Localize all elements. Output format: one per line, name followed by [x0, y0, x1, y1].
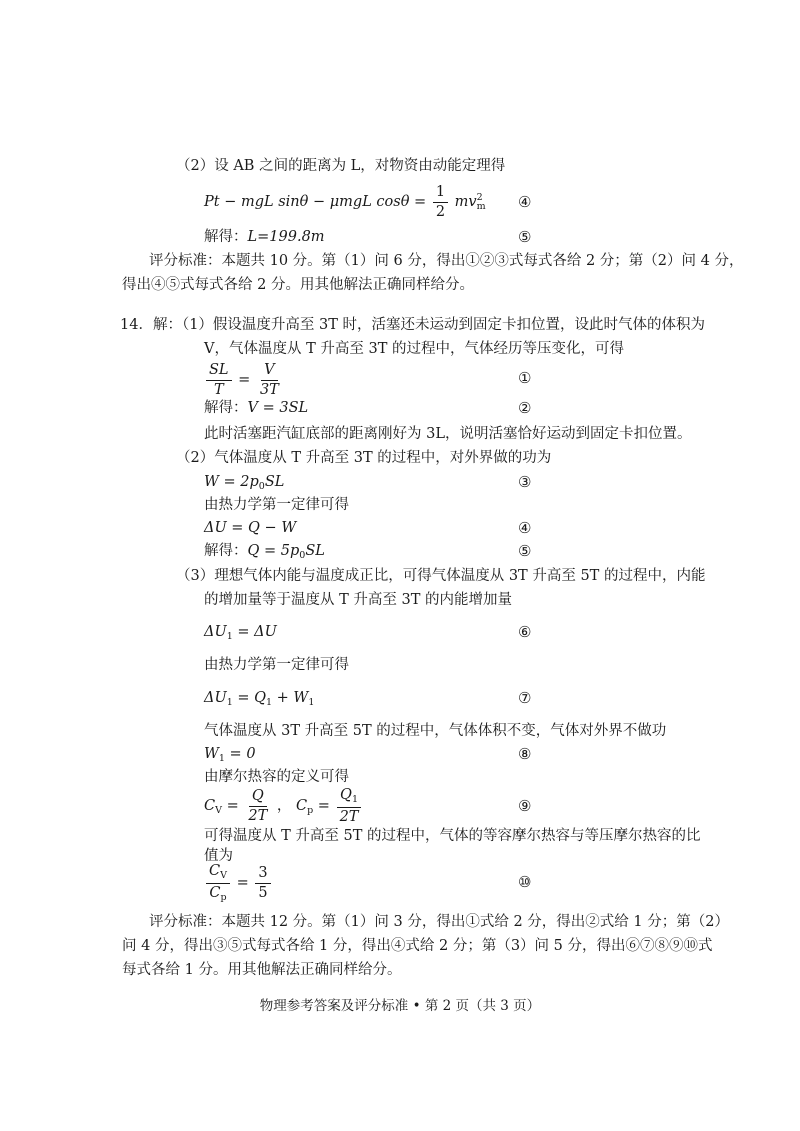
eq10-equals: = [236, 875, 249, 891]
eq7-a: ΔU [204, 690, 227, 706]
q14-equation-7 [204, 688, 314, 713]
q14-solution-5 [204, 541, 325, 566]
eq8-a: W [204, 746, 219, 762]
q13-grading-line1: 评分标准：本题共 10 分。第（1）问 6 分，得出①②③式每式各给 2 分；第（2）问 4 分， [149, 253, 744, 269]
eq9-cp: C [295, 798, 308, 814]
eq10-num-sub: V [220, 870, 227, 881]
q14-ratio-line1: 可得温度从 T 升高至 5T 的过程中，气体的等容摩尔热容与等压摩尔热容的比 [204, 828, 701, 844]
q14-equation-3 [204, 472, 284, 497]
eq9-cv-sub: V [215, 805, 222, 816]
q14-solution-2 [204, 398, 308, 418]
q14-equation-6 [204, 622, 277, 647]
q14-grading-line1: 评分标准：本题共 12 分。第（1）问 3 分，得出①式给 2 分，得出②式给 1 分；第（2） [149, 914, 729, 930]
q14-molar-definition: 由摩尔热容的定义可得 [204, 769, 349, 785]
eq1-left-numerator: SL [206, 363, 232, 381]
q14-equation-4 [204, 518, 296, 538]
q14-mark-7: ⑦ [518, 689, 532, 707]
q14-mark-8: ⑧ [518, 745, 532, 763]
q14-mark-3: ③ [518, 473, 532, 491]
q14-grading-line2: 问 4 分，得出③⑤式每式各给 1 分，得出④式给 2 分；第（3）问 5 分，得出⑥⑦⑧⑨⑩式 [122, 938, 713, 954]
eq6-a: ΔU [204, 624, 227, 640]
q14-law-1: 由热力学第一定律可得 [204, 497, 349, 513]
q14-law-2: 由热力学第一定律可得 [204, 657, 349, 673]
eq10-numerator [206, 864, 230, 884]
eq10-den-c: C [209, 884, 221, 901]
eq4-left: Pt − mgL sinθ − μmgL cosθ = [204, 194, 427, 210]
eq7-sub2: 1 [266, 697, 273, 708]
q14-equation-8 [204, 744, 256, 769]
eq9-cp-sub: p [307, 805, 314, 816]
eq10-num-c: C [209, 863, 221, 879]
q14-solution-2-label: 解得： [204, 400, 248, 416]
q14-mark-5: ⑤ [518, 542, 532, 560]
eq10-denominator [206, 884, 229, 903]
eq9-equals-1: = [226, 798, 239, 814]
eq6-b: = ΔU [232, 624, 277, 640]
eq4-sup: 2 [476, 191, 483, 203]
eq4-numerator: 1 [433, 185, 448, 203]
eq10-left-fraction [206, 864, 230, 902]
eq1-right-fraction [257, 363, 282, 397]
q14-part1-line2: V，气体温度从 T 升高至 3T 的过程中，气体经历等压变化，可得 [204, 341, 624, 357]
q14-solution-5-label: 解得： [204, 543, 248, 559]
eq4-right: mv [454, 194, 477, 210]
q14-ratio-line2: 值为 [204, 848, 233, 864]
eq6-sub: 1 [226, 631, 233, 642]
eq1-left-fraction [206, 363, 232, 397]
q13-equation-4 [204, 184, 486, 220]
eq3-sub: 0 [258, 481, 265, 492]
q14-isochoric: 气体温度从 3T 升高至 5T 的过程中，气体体积不变，气体对外界不做功 [204, 723, 667, 739]
q14-solution-2-value: V = 3SL [247, 400, 309, 416]
eq9-separator: ， [276, 798, 292, 814]
q14-equation-10 [204, 862, 273, 904]
eq7-sub3: 1 [308, 697, 315, 708]
q14-mark-10: ⑩ [518, 873, 532, 891]
q13-solution-label: 解得： [204, 229, 248, 245]
eq4-fraction [433, 185, 448, 219]
eq1-right-denominator: 3T [259, 381, 279, 398]
q14-mark-1: ① [518, 369, 532, 387]
q13-grading-line2: 得出④⑤式每式各给 2 分。用其他解法正确同样给分。 [122, 277, 474, 293]
q13-solution [204, 227, 325, 247]
eq4-denominator: 2 [435, 203, 446, 220]
eq1-right-numerator: V [261, 363, 277, 381]
eq8-sub: 1 [218, 753, 225, 764]
sol5-b: SL [305, 543, 325, 559]
eq3-b: SL [264, 474, 285, 490]
q14-part3-line2: 的增加量等于温度从 T 升高至 3T 的内能增加量 [204, 592, 513, 608]
q13-part2-intro: （2）设 AB 之间的距离为 L，对物资由动能定理得 [176, 158, 506, 174]
eq10-den-sub: p [220, 891, 227, 903]
q14-part3-line1: （3）理想气体内能与温度成正比，可得气体温度从 3T 升高至 5T 的过程中，内能 [176, 568, 706, 584]
eq9-numerator-2-q: Q [340, 787, 352, 803]
eq1-equals: = [238, 372, 251, 388]
q14-mark-6: ⑥ [518, 623, 532, 641]
q14-mark-4: ④ [518, 519, 532, 537]
eq9-numerator-2-sub: 1 [351, 794, 358, 805]
q14-equation-1 [204, 360, 284, 400]
eq10-right-fraction [255, 866, 270, 900]
eq3-a: W = 2p [204, 474, 259, 490]
eq9-numerator-1: Q [249, 789, 267, 807]
eq9-cv: C [204, 798, 216, 814]
page-footer: 物理参考答案及评分标准 • 第 2 页（共 3 页） [259, 998, 541, 1014]
q14-mark-2: ② [518, 399, 532, 417]
q14-part2-intro: （2）气体温度从 T 升高至 3T 的过程中，对外界做的功为 [176, 450, 552, 466]
q13-mark-4: ④ [518, 193, 532, 211]
eq7-c: + W [272, 690, 309, 706]
q14-equation-9 [204, 786, 363, 826]
eq10-right-denominator: 5 [258, 884, 268, 901]
eq4-sub: m [476, 201, 486, 212]
q13-solution-value: L=199.8m [247, 229, 325, 245]
eq7-sub1: 1 [226, 697, 233, 708]
eq9-equals-2: = [317, 798, 330, 814]
eq9-fraction-2 [337, 788, 362, 824]
q14-header: 14．解：（1）假设温度升高至 3T 时，活塞还未运动到固定卡扣位置，设此时气体的体积为 [120, 317, 706, 333]
q14-grading-line3: 每式各给 1 分。用其他解法正确同样给分。 [122, 962, 402, 978]
eq7-b: = Q [232, 690, 267, 706]
eq9-denominator-1: 2T [248, 807, 268, 824]
sol5-a: Q = 5p [247, 543, 300, 559]
q14-part1-conclusion: 此时活塞距汽缸底部的距离刚好为 3L，说明活塞恰好运动到固定卡扣位置。 [204, 426, 692, 442]
eq9-fraction-1 [245, 789, 270, 823]
sol5-sub: 0 [299, 550, 306, 561]
q14-mark-9: ⑨ [518, 797, 532, 815]
eq8-b: = 0 [224, 746, 256, 762]
eq1-left-denominator: T [213, 381, 224, 398]
eq9-numerator-2 [337, 788, 361, 808]
eq10-right-numerator: 3 [255, 866, 270, 884]
eq4-text: ΔU = Q − W [204, 520, 297, 536]
eq9-denominator-2: 2T [339, 808, 359, 825]
q13-mark-5: ⑤ [518, 228, 532, 246]
